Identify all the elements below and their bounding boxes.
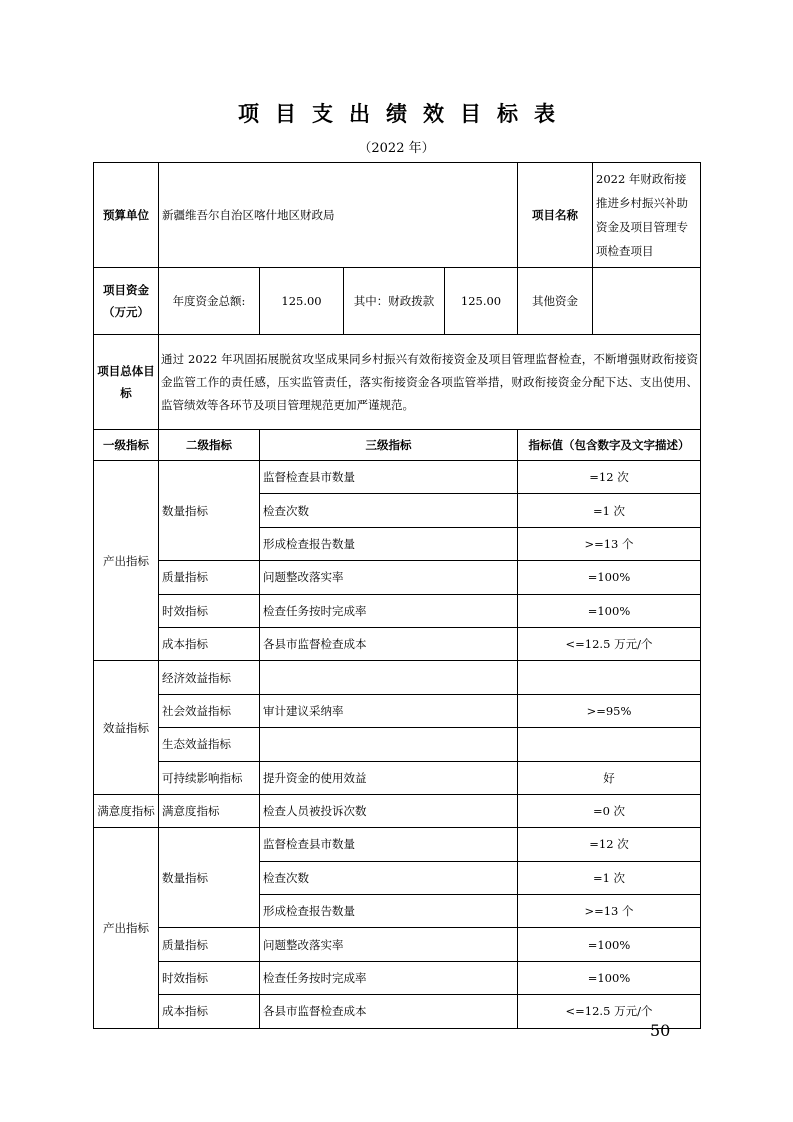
indicator-value: =100% (518, 961, 701, 994)
goal-row (94, 335, 701, 430)
header-level3: 三级指标 (260, 430, 518, 461)
unit-label: 预算单位 (94, 163, 159, 268)
indicator-row (94, 627, 701, 660)
level3-indicator: 形成检查报告数量 (260, 527, 518, 560)
level2-indicator: 可持续影响指标 (159, 761, 260, 794)
level1-indicator: 满意度指标 (94, 794, 159, 827)
level3-indicator: 检查任务按时完成率 (260, 961, 518, 994)
indicator-value: =12 次 (518, 461, 701, 494)
level3-indicator: 检查次数 (260, 494, 518, 527)
funds-label: 项目资金（万元） (94, 268, 159, 335)
indicator-value: =12 次 (518, 828, 701, 861)
level2-indicator: 成本指标 (159, 627, 260, 660)
level2-indicator: 成本指标 (159, 995, 260, 1028)
level2-indicator: 经济效益指标 (159, 661, 260, 694)
level2-indicator: 数量指标 (159, 828, 260, 928)
document-year: （2022 年） (358, 141, 435, 156)
goal-label: 项目总体目标 (94, 335, 159, 430)
level2-indicator: 时效指标 (159, 961, 260, 994)
level2-indicator: 满意度指标 (159, 794, 260, 827)
indicator-value: =100% (518, 928, 701, 961)
goal-text: 通过 2022 年巩固拓展脱贫攻坚成果同乡村振兴有效衔接资金及项目管理监督检查，不断增强财政衔接资金监管工作的责任感，压实监管责任，落实衔接资金各项监管举措，财政衔接资金分配下达、支出使用、监管绩效等各环节及项目管理规范更加严谨规范。 (159, 335, 701, 430)
indicator-row (94, 794, 701, 827)
other-funds-label: 其他资金 (518, 268, 593, 335)
level3-indicator (260, 728, 518, 761)
unit-value: 新疆维吾尔自治区喀什地区财政局 (159, 163, 518, 268)
level1-indicator: 效益指标 (94, 661, 159, 795)
header-row (94, 430, 701, 461)
level2-indicator: 时效指标 (159, 594, 260, 627)
annual-funds-value: 125.00 (260, 268, 344, 335)
indicator-value: =100% (518, 594, 701, 627)
level1-indicator: 产出指标 (94, 828, 159, 1028)
indicator-value: =1 次 (518, 494, 701, 527)
level3-indicator: 问题整改落实率 (260, 928, 518, 961)
indicator-row (94, 594, 701, 627)
other-funds-value (593, 268, 701, 335)
indicator-value (518, 728, 701, 761)
indicator-value: >=95% (518, 694, 701, 727)
indicator-row (94, 661, 701, 694)
header-level2: 二级指标 (159, 430, 260, 461)
level3-indicator: 监督检查县市数量 (260, 828, 518, 861)
level3-indicator: 提升资金的使用效益 (260, 761, 518, 794)
performance-table (93, 162, 701, 1029)
indicator-value: <=12.5 万元/个 (518, 627, 701, 660)
project-name-value: 2022 年财政衔接推进乡村振兴补助资金及项目管理专项检查项目 (593, 163, 701, 268)
indicator-row (94, 694, 701, 727)
indicator-row (94, 961, 701, 994)
level3-indicator: 监督检查县市数量 (260, 461, 518, 494)
indicator-row (94, 461, 701, 494)
indicator-value (518, 661, 701, 694)
unit-row (94, 163, 701, 268)
level2-indicator: 质量指标 (159, 928, 260, 961)
level2-indicator: 生态效益指标 (159, 728, 260, 761)
fiscal-funds-value: 125.00 (445, 268, 518, 335)
indicator-value: =1 次 (518, 861, 701, 894)
annual-funds-label: 年度资金总额: (159, 268, 260, 335)
level3-indicator: 检查人员被投诉次数 (260, 794, 518, 827)
indicator-row (94, 995, 701, 1028)
level2-indicator: 质量指标 (159, 561, 260, 594)
level3-indicator: 各县市监督检查成本 (260, 627, 518, 660)
page-number: 50 (650, 1021, 671, 1040)
project-name-label: 项目名称 (518, 163, 593, 268)
header-level1: 一级指标 (94, 430, 159, 461)
level2-indicator: 数量指标 (159, 461, 260, 561)
indicator-row (94, 561, 701, 594)
header-value: 指标值（包含数字及文字描述） (518, 430, 701, 461)
level3-indicator: 检查次数 (260, 861, 518, 894)
indicator-row (94, 928, 701, 961)
indicator-value: >=13 个 (518, 895, 701, 928)
fiscal-funds-label: 其中：财政拨款 (344, 268, 445, 335)
document-title: 项目支出绩效目标表 (238, 102, 571, 126)
level3-indicator: 检查任务按时完成率 (260, 594, 518, 627)
level3-indicator (260, 661, 518, 694)
indicator-row (94, 828, 701, 861)
indicator-value: =0 次 (518, 794, 701, 827)
level2-indicator: 社会效益指标 (159, 694, 260, 727)
level3-indicator: 各县市监督检查成本 (260, 995, 518, 1028)
indicator-value: <=12.5 万元/个 (518, 995, 701, 1028)
level3-indicator: 问题整改落实率 (260, 561, 518, 594)
level1-indicator: 产出指标 (94, 461, 159, 661)
level3-indicator: 形成检查报告数量 (260, 895, 518, 928)
indicator-row (94, 761, 701, 794)
indicator-value: =100% (518, 561, 701, 594)
indicator-value: >=13 个 (518, 527, 701, 560)
indicator-row (94, 728, 701, 761)
funds-row (94, 268, 701, 335)
level3-indicator: 审计建议采纳率 (260, 694, 518, 727)
indicator-value: 好 (518, 761, 701, 794)
